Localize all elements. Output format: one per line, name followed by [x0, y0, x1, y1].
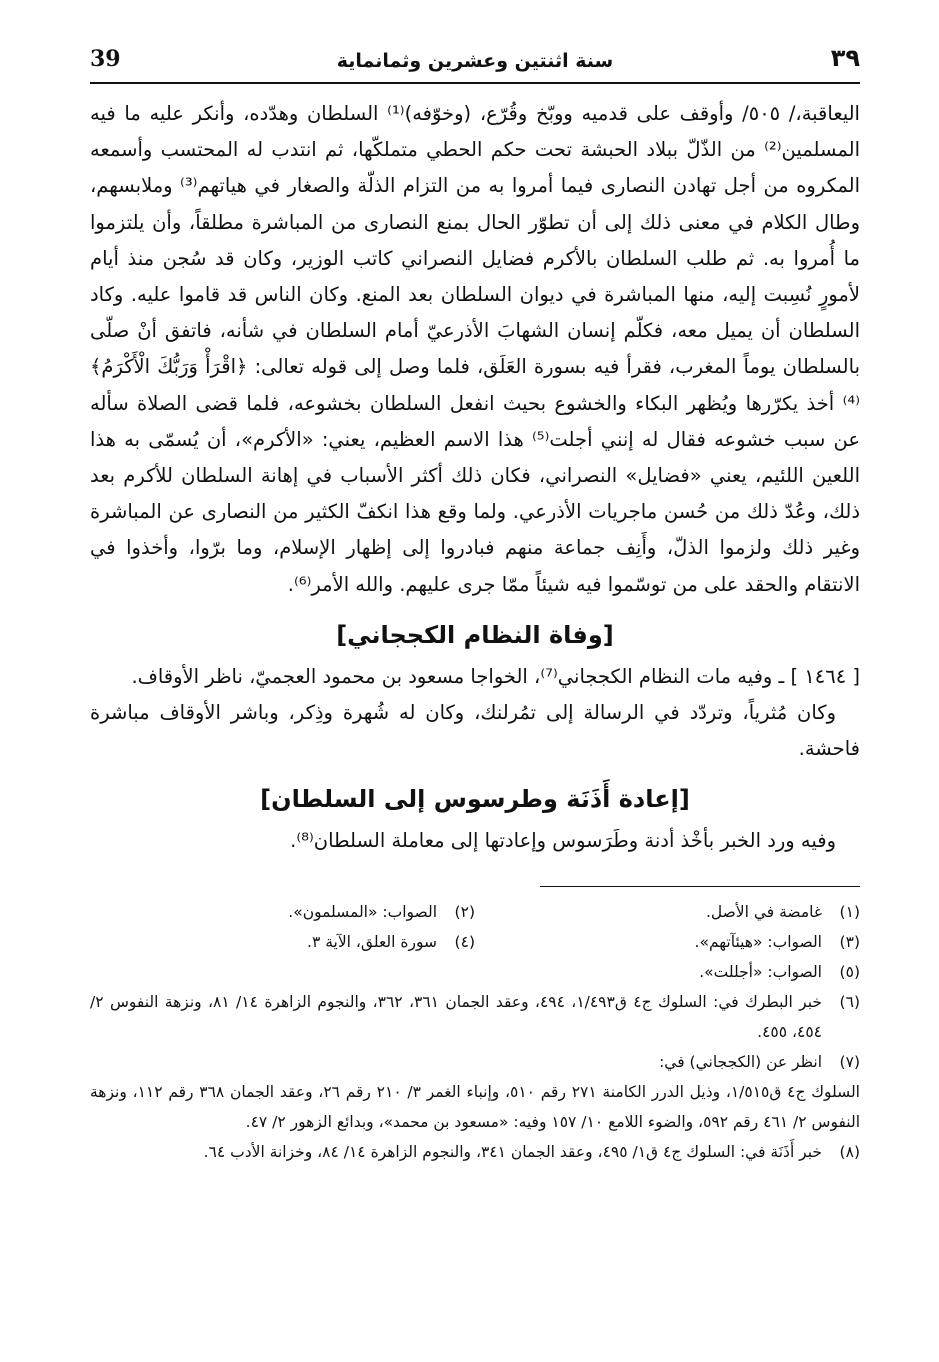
page-body [90, 96, 860, 1167]
paragraph-main: اليعاقبة،/ ٥٠٥/ وأوقف على قدميه ووبّخ وقُرّع، (وخوّفه)⁽¹⁾ السلطان وهدّده، وأنكر عليه ما فيه المسلمين⁽²⁾ من الذّلّ ببلاد الحبشة تحت حكم الحطي متملكّها، ثم انتدب له المحتسب وأسمعه المكروه من أجل تهادن النصارى فيما أمروا به من التزام الذلّة والصغار في هياتهم⁽³⁾ وملابسهم، وطال الكلام في معنى ذلك إلى أن تطوّر الحال بمنع النصارى من المباشرة مطلقاً، وأن يلتزموا ما أُمروا به. ثم طلب السلطان بالأكرم فضايل النصراني كاتب الوزير، وكان قد سُجن منذ أيام لأمورٍ نُسِبت إليه، منها المباشرة في ديوان السلطان بعد المنع. وكان الناس قد قاموا عليه. وكاد السلطان أن يميل معه، فكلّم إنسان الشهابَ الأذرعيّ أمام السلطان في شأنه، فاتفق أنْ صلّى بالسلطان يوماً المغرب، فقرأ فيه بسورة العَلَق، فلما وصل إلى قوله تعالى: ﴿اقْرَأْ وَرَبُّكَ الْأَكْرَمُ﴾⁽⁴⁾ أخذ يكرّرها ويُظهر البكاء والخشوع بحيث انفعل السلطان بخشوعه، فلما قضى الصلاة سأله عن سبب خشوعه فقال له إنني أجلت⁽⁵⁾ هذا الاسم العظيم، يعني: «الأكرم»، أن يُسمّى به هذا اللعين اللئيم، يعني «فضايل» النصراني، فكان ذلك أكثر الأسباب في إهانة السلطان للأكرم بعد ذلك، وعُدّ ذلك من حُسن ماجريات الأذرعي. ولما وقع هذا انكفّ الكثير من النصارى عن المباشرة وغير ذلك ولزموا الذلّ، وأَنِف جماعة منهم فبادروا إلى إظهار الإسلام، وما برّوا، وأخذوا في الانتقام والحقد على من توسّموا فيه شيئاً ممّا جرى عليهم. والله الأمر⁽⁶⁾. [90, 102, 860, 596]
footnote-text: غامضة في الأصل. [705, 902, 822, 921]
paragraph-nizam-bio: وكان مُثرياً، وتردّد في الرسالة إلى تمُرلنك، وكان له شُهرة وذِكر، وباشر الأوقاف مباشرة فاحشة. [90, 701, 860, 761]
footnote-text: خبر أَذَنَة في: السلوك ج٤ ق١/ ٤٩٥، وعقد الجمان ٣٤١، والنجوم الزاهرة ١٤/ ٨٤، وخزانة الأدب ٦٤. [203, 1142, 822, 1161]
paragraph-entry-1464: [ ١٤٦٤ ] ـ وفيه مات النظام الكججاني⁽⁷⁾، الخواجا مسعود بن محمود العجميّ، ناظر الأوقاف. [131, 664, 860, 688]
footnote-number: (٣) [839, 932, 860, 951]
footnote-7-continuation [90, 1077, 860, 1137]
footnote-text: الصواب: «أجللت». [699, 962, 822, 981]
footnote-8 [90, 1137, 860, 1167]
footnote-number: (١) [839, 902, 860, 921]
footnote-row [90, 897, 860, 927]
footnote-5 [90, 957, 860, 987]
footnote-text: الصواب: «هيئآتهم». [694, 932, 822, 951]
footnote-number: (٢) [454, 902, 475, 921]
footnote-text: خبر البطرك في: السلوك ج٤ ق١/٤٩٣، ٤٩٤، وعقد الجمان ٣٦١، ٣٦٢، والنجوم الزاهرة ١٤/ ٨١، ونزهة النفوس ٢/ ٤٥٤، ٤٥٥. [90, 992, 822, 1041]
footnote-divider [540, 886, 860, 887]
footnote-text: الصواب: «المسلمون». [288, 902, 437, 921]
paragraph-adana-news: وفيه ورد الخبر بأخْذ أدنة وطَرَسوس وإعادتها إلى معاملة السلطان⁽⁸⁾. [290, 829, 836, 853]
page-number-arabic: ٣٩ [830, 44, 860, 72]
footnote-4 [90, 927, 475, 957]
footnotes [90, 897, 860, 1167]
footnote-1 [475, 897, 860, 927]
footnote-2 [90, 897, 475, 927]
footnote-7 [90, 1047, 860, 1077]
footnote-number: (٤) [454, 932, 475, 951]
section-heading-adana-tarsus: [إعادة أَذَنَة وطرسوس إلى السلطان] [260, 785, 690, 814]
page-header [90, 40, 860, 84]
running-title: سنة اثنتين وعشرين وثمانماية [336, 50, 614, 72]
footnote-text: السلوك ج٤ ق١/٥١٥، وذيل الدرر الكامنة ٢٧١ رقم ٥١٠، وإنباء الغمر ٣/ ٢١٠ رقم ٢٦، وعقد الجمان ٣٦٨ رقم ١١٢، ونزهة النفوس ٢/ ٤٦١ رقم ٥٩٢، والضوء اللامع ١٠/ ١٥٧ وفيه: «مسعود بن محمد»، وبدائع الزهور ٢/ ٤٧. [90, 1082, 860, 1131]
footnote-6 [90, 987, 860, 1047]
footnote-row [90, 927, 860, 957]
footnote-number: (٥) [839, 962, 860, 981]
footnote-number: (٨) [839, 1142, 860, 1161]
footnote-text: سورة العلق، الآية ٣. [307, 932, 437, 951]
footnote-text: انظر عن (الكججاني) في: [659, 1052, 822, 1071]
footnote-3 [475, 927, 860, 957]
page-number-latin: 39 [90, 46, 121, 72]
section-heading-death-nizam: [وفاة النظام الكججاني] [336, 620, 614, 649]
footnote-number: (٧) [839, 1052, 860, 1071]
footnote-number: (٦) [839, 992, 860, 1011]
